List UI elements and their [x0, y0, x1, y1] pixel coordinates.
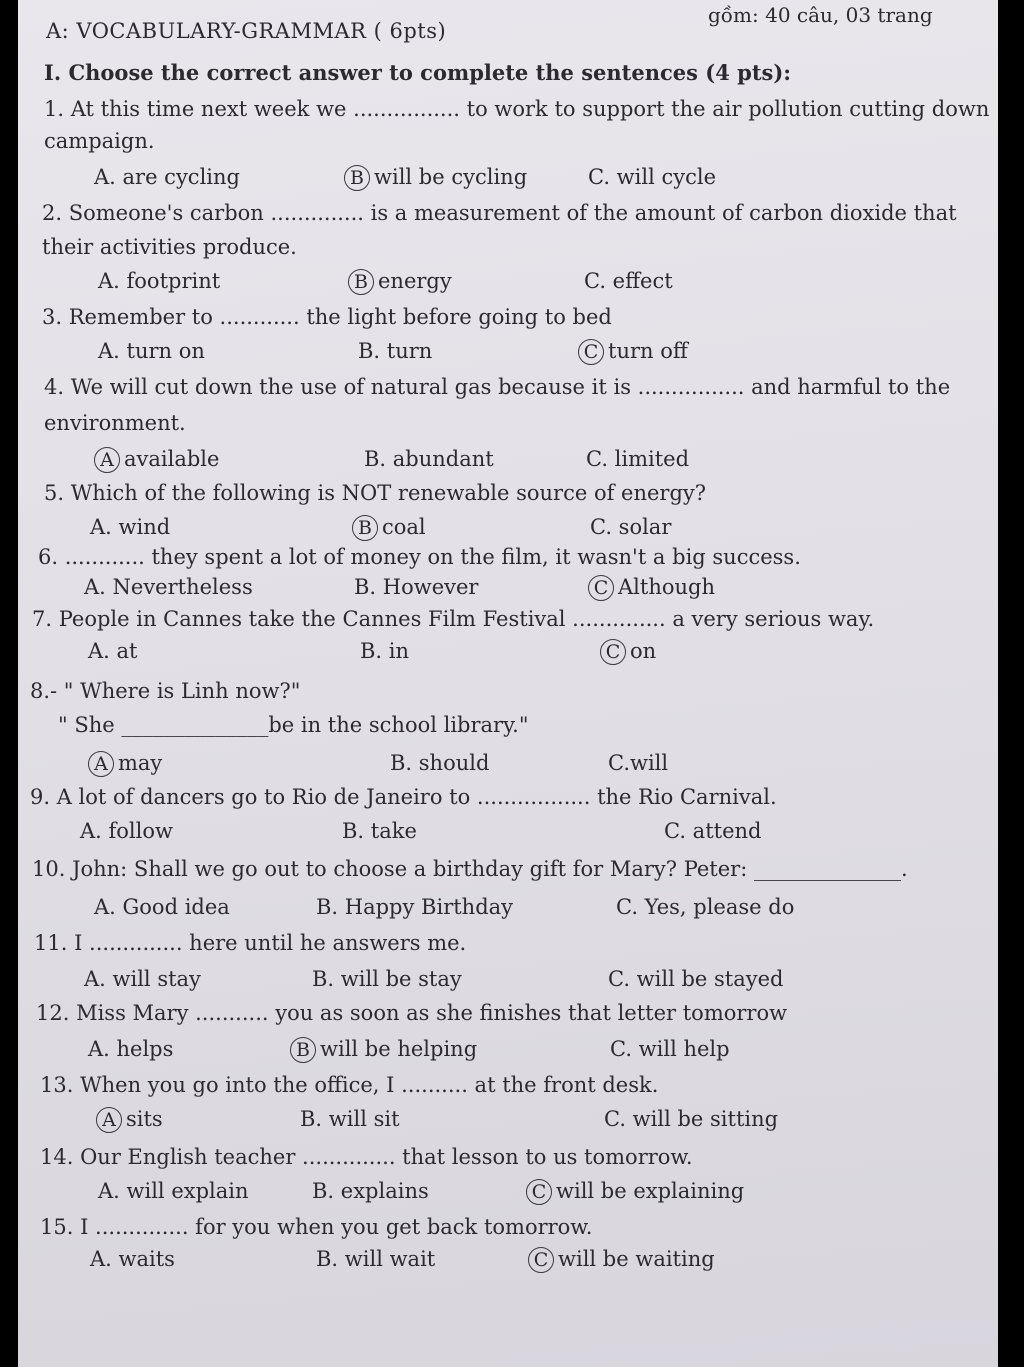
question-12-option-b	[290, 1036, 477, 1063]
circled-answer-mark: C	[588, 575, 614, 601]
question-8-option-a	[88, 750, 162, 777]
circled-answer-mark: C	[578, 339, 604, 365]
question-14-option-c	[526, 1178, 744, 1205]
option-text: B. Happy Birthday	[316, 895, 514, 919]
option-text: will be waiting	[558, 1247, 715, 1271]
option-text: A. are cycling	[94, 165, 240, 189]
question-11-option-c	[608, 966, 784, 992]
option-text: B. abundant	[364, 447, 494, 471]
option-text: C.will	[608, 751, 669, 775]
option-text: B. will be stay	[312, 967, 462, 991]
question-13-stem-line: 13. When you go into the office, I .......... at the front desk.	[40, 1073, 659, 1097]
option-text: C. limited	[586, 447, 690, 471]
question-6-stem-line: 6. ............ they spent a lot of money on the film, it wasn't a big success.	[38, 545, 801, 569]
circled-answer-mark: C	[526, 1179, 552, 1205]
question-12-option-a	[88, 1036, 173, 1062]
option-text: C. Yes, please do	[616, 895, 795, 919]
question-3-stem-line: 3. Remember to ............ the light before going to bed	[42, 305, 612, 329]
question-7-option-b	[360, 638, 409, 664]
question-10-option-b	[316, 894, 513, 920]
question-1-stem-line: campaign.	[44, 129, 155, 153]
question-6-option-b	[354, 574, 478, 600]
option-text: will be cycling	[374, 165, 528, 189]
question-1-option-b	[344, 164, 527, 191]
circled-answer-mark: A	[96, 1107, 122, 1133]
circled-answer-mark: B	[352, 515, 378, 541]
option-text: on	[630, 639, 657, 663]
option-text: B. take	[342, 819, 417, 843]
question-11-option-b	[312, 966, 462, 992]
option-text: Although	[618, 575, 715, 599]
question-9-option-a	[80, 818, 173, 844]
option-text: A. will stay	[84, 967, 201, 991]
option-text: will be explaining	[556, 1179, 745, 1203]
question-2-stem-line: their activities produce.	[42, 235, 297, 259]
question-8-option-b	[390, 750, 489, 776]
option-text: A. wind	[90, 515, 171, 539]
option-text: A. helps	[88, 1037, 174, 1061]
question-4-option-b	[364, 446, 494, 472]
option-text: B. will sit	[300, 1107, 400, 1131]
question-13-option-b	[300, 1106, 400, 1132]
option-text: sits	[126, 1107, 163, 1131]
question-12-option-c	[610, 1036, 730, 1062]
part-title: I. Choose the correct answer to complete the sentences (4 pts):	[44, 60, 792, 85]
option-text: B. will wait	[316, 1247, 436, 1271]
question-8-stem-line: " She ______________be in the school library."	[58, 713, 529, 737]
question-12-stem-line: 12. Miss Mary ........... you as soon as she finishes that letter tomorrow	[36, 1001, 788, 1025]
question-15-option-a	[90, 1246, 175, 1272]
option-text: B. explains	[312, 1179, 429, 1203]
question-7-option-a	[88, 638, 137, 664]
question-10-stem-line: 10. John: Shall we go out to choose a birthday gift for Mary? Peter: ______________.	[32, 857, 908, 881]
question-6-option-c	[588, 574, 715, 601]
circled-answer-mark: B	[348, 269, 374, 295]
question-15-option-b	[316, 1246, 435, 1272]
question-8-option-c	[608, 750, 668, 776]
circled-answer-mark: A	[88, 751, 114, 777]
question-7-option-c	[600, 638, 656, 665]
question-1-option-c	[588, 164, 716, 190]
question-11-option-a	[84, 966, 201, 992]
question-14-option-a	[98, 1178, 249, 1204]
option-text: C. attend	[664, 819, 762, 843]
option-text: A. will explain	[98, 1179, 249, 1203]
option-text: B. turn	[358, 339, 433, 363]
option-text: C. solar	[590, 515, 672, 539]
question-8-stem-line: 8.- " Where is Linh now?"	[30, 679, 301, 703]
option-text: A. footprint	[98, 269, 221, 293]
question-9-option-b	[342, 818, 417, 844]
circled-answer-mark: A	[94, 447, 120, 473]
question-2-option-c	[584, 268, 673, 294]
option-text: A. Good idea	[94, 895, 230, 919]
option-text: C. will be sitting	[604, 1107, 779, 1131]
question-3-option-a	[98, 338, 205, 364]
question-11-stem-line: 11. I .............. here until he answers me.	[34, 931, 467, 955]
question-3-option-c	[578, 338, 688, 365]
question-4-stem-line: 4. We will cut down the use of natural gas because it is ................ and harmful to the	[44, 375, 951, 399]
question-5-stem-line: 5. Which of the following is NOT renewable source of energy?	[44, 481, 707, 505]
question-9-stem-line: 9. A lot of dancers go to Rio de Janeiro to ................. the Rio Carnival.	[30, 785, 777, 809]
exam-paper	[18, 0, 998, 1367]
question-5-option-b	[352, 514, 426, 541]
option-text: B. should	[390, 751, 490, 775]
option-text: A. Nevertheless	[84, 575, 253, 599]
option-text: available	[124, 447, 220, 471]
option-text: A. waits	[90, 1247, 175, 1271]
option-text: C. will help	[610, 1037, 730, 1061]
question-10-option-c	[616, 894, 794, 920]
option-text: B. However	[354, 575, 479, 599]
option-text: C. will be stayed	[608, 967, 784, 991]
option-text: will be helping	[320, 1037, 478, 1061]
option-text: turn off	[608, 339, 688, 363]
circled-answer-mark: C	[600, 639, 626, 665]
question-2-option-a	[98, 268, 220, 294]
question-1-stem-line: 1. At this time next week we ................ to work to support the air pollution cutting down	[44, 97, 990, 121]
question-13-option-c	[604, 1106, 778, 1132]
question-2-stem-line: 2. Someone's carbon .............. is a measurement of the amount of carbon dioxide that	[42, 201, 957, 225]
question-5-option-a	[90, 514, 170, 540]
option-text: C. effect	[584, 269, 673, 293]
option-text: energy	[378, 269, 452, 293]
question-14-option-b	[312, 1178, 429, 1204]
question-13-option-a	[96, 1106, 163, 1133]
question-3-option-b	[358, 338, 432, 364]
question-15-option-c	[528, 1246, 715, 1273]
circled-answer-mark: B	[344, 165, 370, 191]
question-2-option-b	[348, 268, 452, 295]
option-text: B. in	[360, 639, 410, 663]
option-text: may	[118, 751, 163, 775]
option-text: A. at	[88, 639, 138, 663]
option-text: A. follow	[80, 819, 173, 843]
question-4-option-c	[586, 446, 689, 472]
question-10-option-a	[94, 894, 230, 920]
option-text: C. will cycle	[588, 165, 716, 189]
question-6-option-a	[84, 574, 253, 600]
option-text: A. turn on	[98, 339, 205, 363]
circled-answer-mark: B	[290, 1037, 316, 1063]
circled-answer-mark: C	[528, 1247, 554, 1273]
question-5-option-c	[590, 514, 671, 540]
question-1-option-a	[94, 164, 240, 190]
question-15-stem-line: 15. I .............. for you when you get back tomorrow.	[40, 1215, 593, 1239]
question-9-option-c	[664, 818, 761, 844]
section-title: A: VOCABULARY-GRAMMAR ( 6pts)	[46, 19, 447, 43]
page-count-note: gồm: 40 câu, 03 trang	[708, 3, 933, 27]
question-4-stem-line: environment.	[44, 411, 186, 435]
question-7-stem-line: 7. People in Cannes take the Cannes Film Festival .............. a very serious way.	[32, 607, 875, 631]
option-text: coal	[382, 515, 426, 539]
question-4-option-a	[94, 446, 219, 473]
question-14-stem-line: 14. Our English teacher .............. that lesson to us tomorrow.	[40, 1145, 693, 1169]
